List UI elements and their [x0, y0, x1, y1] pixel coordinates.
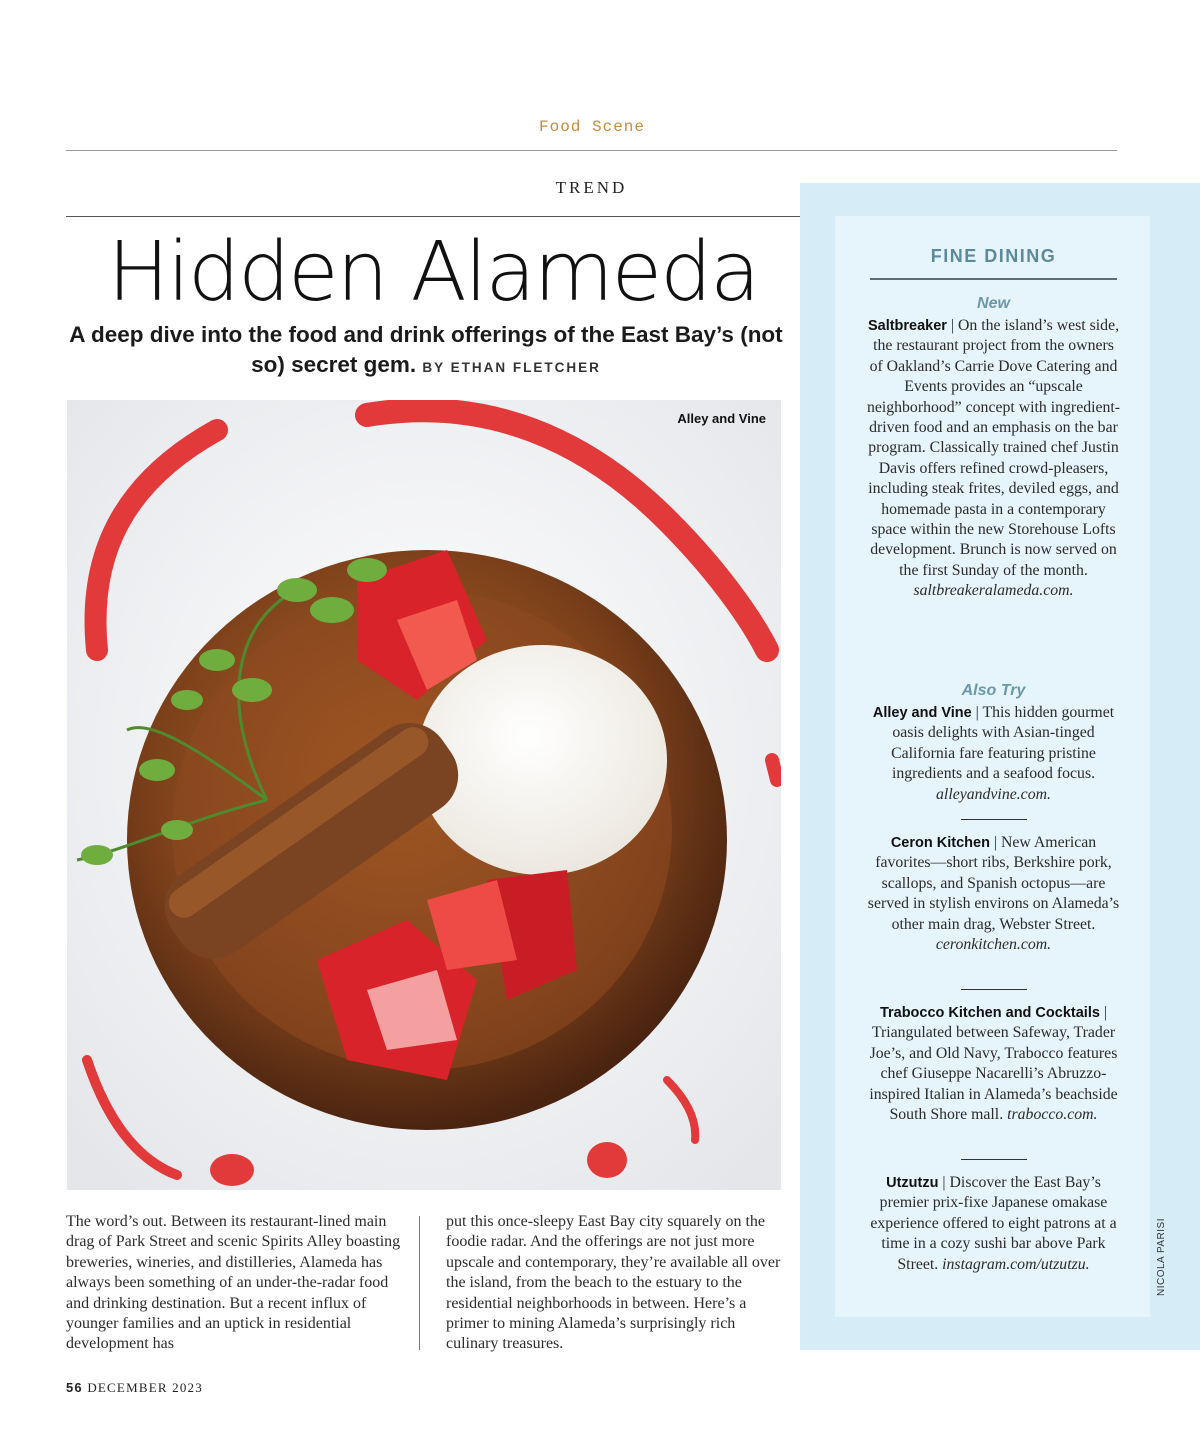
- entry-url: saltbreakeralameda.com.: [913, 582, 1074, 600]
- column-divider: [419, 1216, 420, 1350]
- photo-caption: Alley and Vine: [677, 411, 766, 426]
- entry-url: instagram.com/utzutzu.: [942, 1255, 1090, 1273]
- issue-date: DECEMBER 2023: [87, 1380, 203, 1395]
- entry-url: alleyandvine.com.: [936, 785, 1051, 803]
- byline: BY ETHAN FLETCHER: [422, 360, 601, 375]
- header-rule: [66, 150, 1117, 151]
- entry-divider: [961, 1159, 1027, 1160]
- kicker: TREND: [555, 178, 628, 197]
- section-label: Food Scene: [538, 118, 645, 136]
- entry-name: Saltbreaker: [867, 318, 947, 334]
- entry-url: trabocco.com.: [1007, 1106, 1098, 1124]
- also-try-label: Also Try: [961, 682, 1026, 699]
- entry-text: New American favorites—short ribs, Berkshire pork, scallops, and Spanish octopus—are served in stylish environs on Alameda’s other main drag, Webster Street.: [867, 834, 1120, 933]
- photo-credit: NICOLA PARISI: [1156, 1217, 1167, 1296]
- entry-text: Triangulated between Safeway, Trader Joe’s, and Old Navy, Trabocco features chef Giuseppe Nacarelli’s Abruzzo-inspired Italian in Alameda’s beachside South Shore mall.: [869, 1024, 1118, 1124]
- sidebar-title-rule: [870, 278, 1117, 280]
- deck-text: A deep dive into the food and drink offerings of the East Bay’s (not so) secret gem.: [69, 322, 783, 377]
- french-toast-illustration: [67, 400, 781, 1190]
- entry-name: Ceron Kitchen: [890, 835, 990, 851]
- sidebar-entry: Utzutzu | Discover the East Bay’s premier prix-fixe Japanese omakase experience offered to eight patrons at a time in a cozy sushi bar above Park Street. instagram.com/utzutzu.: [870, 1174, 1117, 1273]
- food-photo: [67, 400, 781, 1190]
- entry-text: This hidden gourmet oasis delights with Asian-tinged California fare featuring pristine ingredients and a seafood focus.: [891, 704, 1115, 783]
- headline: Hidden Alameda: [107, 225, 759, 320]
- sidebar-title: FINE DINING: [930, 246, 1057, 266]
- entry-name: Trabocco Kitchen and Cocktails: [879, 1005, 1100, 1021]
- entry-url: ceronkitchen.com.: [935, 936, 1052, 954]
- page-number: 56: [66, 1380, 83, 1395]
- kicker-rule: [66, 216, 800, 217]
- entry-text: Discover the East Bay’s premier prix-fixe Japanese omakase experience offered to eight patrons at a time in a cozy sushi bar above Park Street.: [870, 1174, 1117, 1273]
- entry-name: Alley and Vine: [872, 705, 972, 721]
- deck: [66, 320, 786, 383]
- sidebar-entry: Alley and Vine | This hidden gourmet oasis delights with Asian-tinged California fare featuring pristine ingredients and a seafood focus. alleyandvine.com.: [872, 704, 1115, 803]
- new-label: New: [977, 295, 1010, 312]
- entry-divider: [961, 989, 1027, 990]
- entry-name: Utzutzu: [886, 1175, 939, 1191]
- sidebar-entry: Trabocco Kitchen and Cocktails | Triangulated between Safeway, Trader Joe’s, and Old Navy, Trabocco features chef Giuseppe Nacarelli’s Abruzzo-inspired Italian in Alameda’s beachside South Shore mall. trabocco.com.: [869, 1004, 1118, 1124]
- entry-text: On the island’s west side, the restaurant project from the owners of Oakland’s Carrie Dove Catering and Events provides an “upscale neighborhood” concept with ingredient-driven food and an emphasis on the bar program. Classically trained chef Justin Davis offers refined crowd-pleasers, including steak frites, deviled eggs, and homemade pasta in a contemporary space within the new Storehouse Lofts development. Brunch is now served on the first Sunday of the month.: [866, 317, 1121, 579]
- body-column-1: The word’s out. Between its restaurant-lined main drag of Park Street and scenic Spirits Alley boasting breweries, wineries, and distilleries, Alameda has always been something of an under-the-radar food and drinking destination. But a recent influx of younger families and an uptick in residential development has: [66, 1213, 401, 1353]
- folio: [66, 1380, 203, 1396]
- entry-divider: [961, 819, 1027, 820]
- body-column-2: put this once-sleepy East Bay city squarely on the foodie radar. And the offerings are not just more upscale and contemporary, they’re available all over the island, from the beach to the estuary to the residential neighborhoods in between. Here’s a primer to mining Alameda’s surprisingly rich culinary treasures.: [446, 1213, 781, 1353]
- sidebar-entry: Saltbreaker | On the island’s west side, the restaurant project from the owners of Oakland’s Carrie Dove Catering and Events provides an “upscale neighborhood” concept with ingredient-driven food and an emphasis on the bar program. Classically trained chef Justin Davis offers refined crowd-pleasers, including steak frites, deviled eggs, and homemade pasta in a contemporary space within the new Storehouse Lofts development. Brunch is now served on the first Sunday of the month. saltbreakeralameda.com.: [866, 317, 1121, 600]
- sidebar-entry: Ceron Kitchen | New American favorites—short ribs, Berkshire pork, scallops, and Spanish octopus—are served in stylish environs on Alameda’s other main drag, Webster Street. ceronkitchen.com.: [867, 834, 1120, 954]
